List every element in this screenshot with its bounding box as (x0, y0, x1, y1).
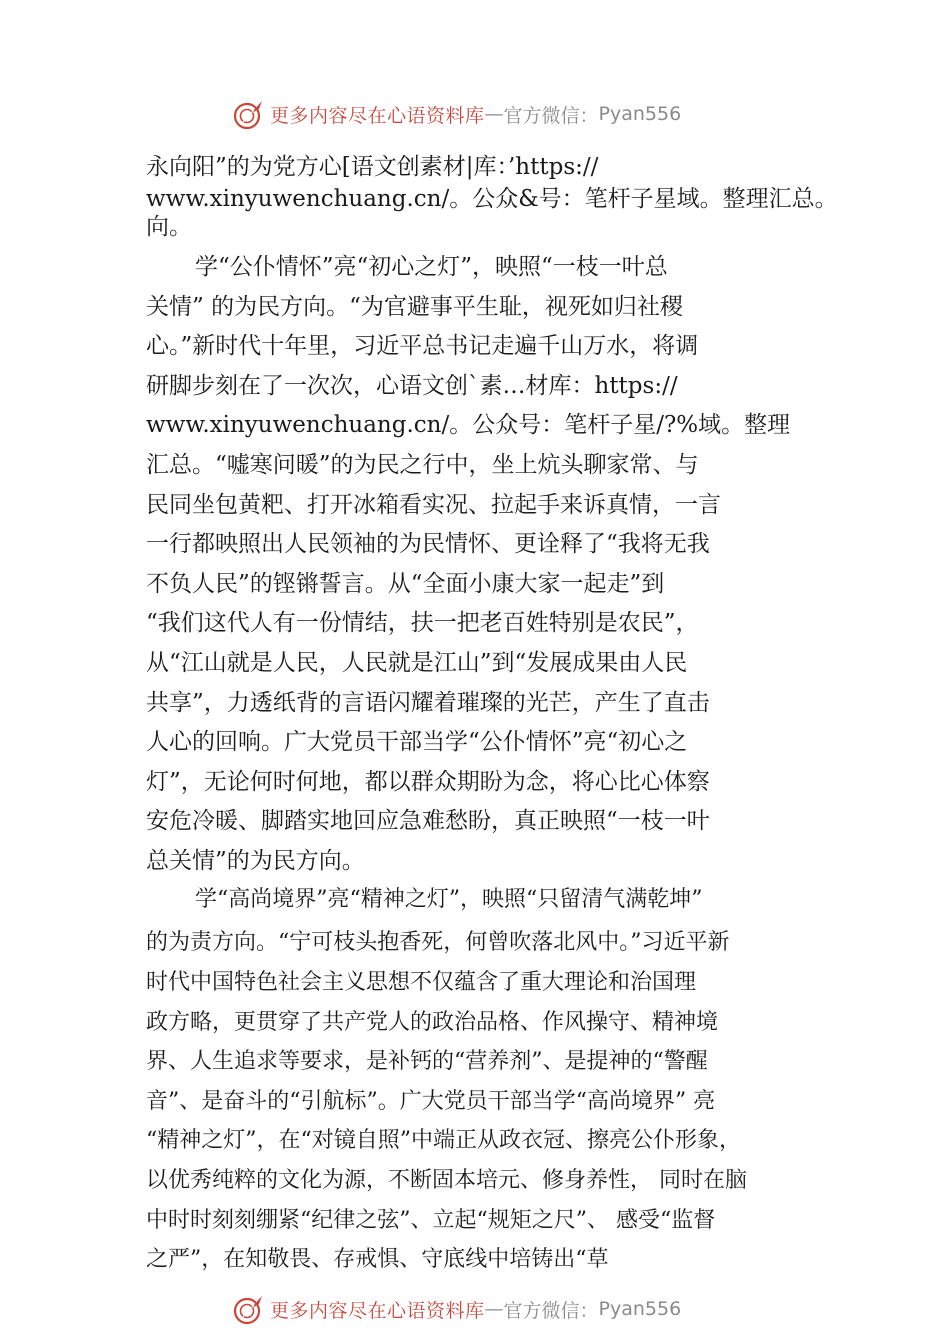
text-line: 不负人民”的铿锵誓言。从“全面小康大家一起走”到 (146, 571, 665, 597)
text-line: 民同坐包黄粑、打开冰箱看实况、拉起手来诉真情，一言 (146, 492, 721, 518)
banner-label: 官方微信： (503, 104, 599, 127)
banner-dash: — (484, 103, 504, 125)
text-line: www.xinyuwenchuang.cn/。公众号：笔杆子星/?%域。整理 (146, 412, 791, 438)
text-line: 安危冷暖、脚踏实地回应急难愁盼，真正映照“一枝一叶 (146, 808, 710, 834)
text-line: 永向阳”的为党方心[语文创素材|库：’https:// (146, 154, 599, 180)
text-line: 从“江山就是人民，人民就是江山”到“发展成果由人民 (146, 650, 688, 676)
paragraph-start-line: 学“高尚境界”亮“精神之灯”，映照“只留清气满乾坤” (195, 887, 703, 912)
text-line: 共享”，力透纸背的言语闪耀着璀璨的光芒，产生了直击 (146, 690, 710, 716)
text-line: 关情” 的为民方向。“为官避事平生耻，视死如归社稷 (146, 294, 683, 320)
text-line: “我们这代人有一份情结，扶一把老百姓特别是农民”， (146, 610, 699, 636)
text-line: 总关情”的为民方向。 (146, 848, 365, 874)
text-line: www.xinyuwenchuang.cn/。公众&号：笔杆子星域。整理汇总。 (146, 186, 838, 212)
text-line: 的为责方向。“宁可枝头抱香死，何曾吹落北风中。”习近平新 (146, 930, 730, 955)
quill-logo-icon (232, 1292, 266, 1326)
banner-main-text: 更多内容尽在心语资料库 (270, 1299, 485, 1322)
banner-dash: — (484, 1298, 504, 1320)
text-line: 中时时刻刻绷紧“纪律之弦”、立起“规矩之尺”、 感受“监督 (146, 1208, 716, 1233)
text-line: 一行都映照出人民领袖的为民情怀、更诠释了“我将无我 (146, 531, 710, 557)
text-line: 时代中国特色社会主义思想不仅蕴含了重大理论和治国理 (146, 970, 697, 995)
header-watermark-banner (232, 97, 681, 131)
banner-wechat-id: Pyan556 (598, 103, 682, 125)
text-line: “精神之灯”，在“对镜自照”中端正从政衣冠、擦亮公仆形象， (146, 1128, 741, 1153)
text-line: 界、人生追求等要求，是补钙的“营养剂”、是提神的“警醒 (146, 1049, 708, 1074)
text-line: 研脚步刻在了一次次，心语文创`素…材库：https:// (146, 373, 678, 399)
text-line: 政方略，更贯穿了共产党人的政治品格、作风操守、精神境 (146, 1010, 719, 1035)
paragraph-start-line: 学“公仆情怀”亮“初心之灯”，映照“一枝一叶总 (195, 254, 668, 280)
text-line: 音”、是奋斗的“引航标”。广大党员干部当学“高尚境界” 亮 (146, 1089, 716, 1114)
banner-label: 官方微信： (503, 1299, 599, 1322)
banner-main-text: 更多内容尽在心语资料库 (270, 104, 485, 127)
text-line: 人心的回响。广大党员干部当学“公仆情怀”亮“初心之 (146, 729, 688, 755)
text-line: 心。”新时代十年里，习近平总书记走遍千山万水，将调 (146, 333, 699, 359)
text-line: 灯”，无论何时何地，都以群众期盼为念，将心比心体察 (146, 769, 710, 795)
text-line: 之严”，在知敬畏、存戒惧、守底线中培铸出“草 (146, 1247, 609, 1272)
banner-wechat-id: Pyan556 (598, 1298, 682, 1320)
text-line: 汇总。“嘘寒问暖”的为民之行中，坐上炕头聊家常、与 (146, 452, 699, 478)
footer-watermark-banner (232, 1292, 681, 1326)
text-line: 向。 (146, 214, 192, 240)
text-line: 以优秀纯粹的文化为源，不断固本培元、修身养性， 同时在脑 (146, 1168, 747, 1193)
quill-logo-icon (232, 97, 266, 131)
